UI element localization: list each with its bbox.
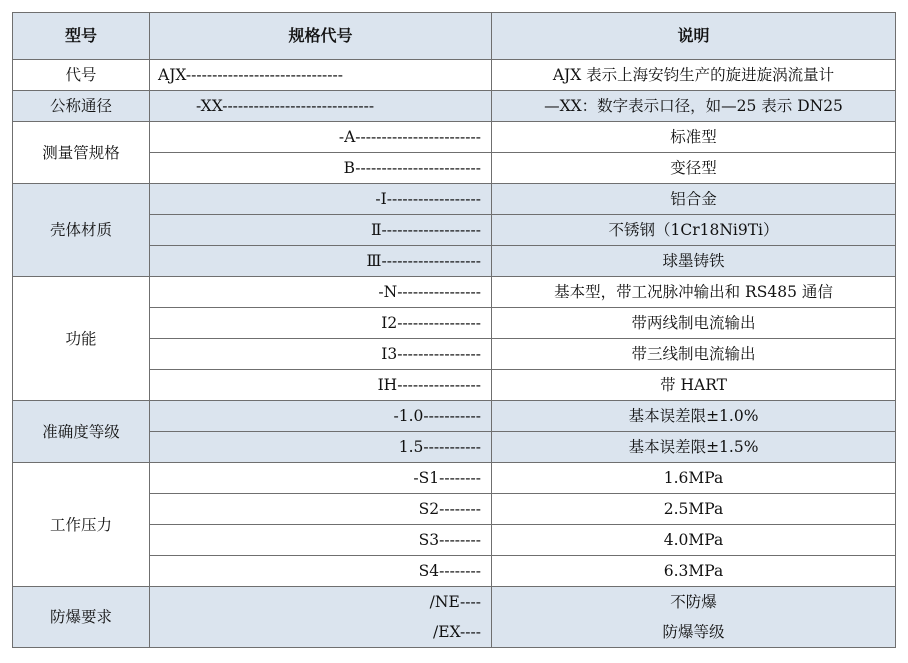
description-cell: 基本型，带工况脉冲输出和 RS485 通信 [492,277,896,308]
header-model: 型号 [13,13,150,60]
description-cell: 基本误差限±1.0% [492,401,896,432]
spec-code-cell: I3---------------- [150,339,492,370]
spec-code-cell: -N---------------- [150,277,492,308]
description-cell: 基本误差限±1.5% [492,432,896,463]
table-row [13,463,896,494]
table-row [13,184,896,215]
description-cell: 1.6MPa [492,463,896,494]
description-cell: —XX：数字表示口径，如—25 表示 DN25 [492,91,896,122]
group-label-accuracy-class: 准确度等级 [13,401,150,463]
model-spec-table-wrapper [12,12,895,648]
spec-code-cell: -Ⅰ------------------ [150,184,492,215]
spec-code-cell: -S1-------- [150,463,492,494]
header-description: 说明 [492,13,896,60]
description-cell: 标准型 [492,122,896,153]
table-row [13,587,896,618]
description-cell: 带 HART [492,370,896,401]
spec-code-cell: -A------------------------ [150,122,492,153]
spec-code-cell: S2-------- [150,494,492,525]
table-row [13,401,896,432]
spec-code-cell: -XX----------------------------- [150,91,492,122]
spec-code-cell: /EX---- [150,617,492,648]
description-cell: 6.3MPa [492,556,896,587]
spec-code-cell: 1.5----------- [150,432,492,463]
spec-code-cell: -1.0----------- [150,401,492,432]
description-cell: 不防爆 [492,587,896,618]
group-label-explosion-proof: 防爆要求 [13,587,150,648]
model-spec-table [12,12,896,648]
spec-code-cell: I2---------------- [150,308,492,339]
group-label-function: 功能 [13,277,150,401]
description-cell: 防爆等级 [492,617,896,648]
table-header-row [13,13,896,60]
spec-code-cell: S4-------- [150,556,492,587]
description-cell: AJX 表示上海安钧生产的旋进旋涡流量计 [492,60,896,91]
spec-code-cell: Ⅱ------------------- [150,215,492,246]
table-row [13,60,896,91]
spec-code-cell: IH---------------- [150,370,492,401]
group-label-measuring-tube: 测量管规格 [13,122,150,184]
group-label-code: 代号 [13,60,150,91]
description-cell: 带两线制电流输出 [492,308,896,339]
description-cell: 球墨铸铁 [492,246,896,277]
spec-code-cell: B------------------------ [150,153,492,184]
table-row [13,91,896,122]
spec-code-cell: Ⅲ------------------- [150,246,492,277]
spec-code-cell: /NE---- [150,587,492,618]
description-cell: 铝合金 [492,184,896,215]
group-label-nominal-diameter: 公称通径 [13,91,150,122]
group-label-working-pressure: 工作压力 [13,463,150,587]
header-spec-code: 规格代号 [150,13,492,60]
description-cell: 变径型 [492,153,896,184]
table-row [13,277,896,308]
group-label-housing-material: 壳体材质 [13,184,150,277]
spec-code-cell: AJX------------------------------ [150,60,492,91]
description-cell: 带三线制电流输出 [492,339,896,370]
spec-code-cell: S3-------- [150,525,492,556]
description-cell: 2.5MPa [492,494,896,525]
description-cell: 不锈钢（1Cr18Ni9Ti） [492,215,896,246]
table-row [13,122,896,153]
description-cell: 4.0MPa [492,525,896,556]
